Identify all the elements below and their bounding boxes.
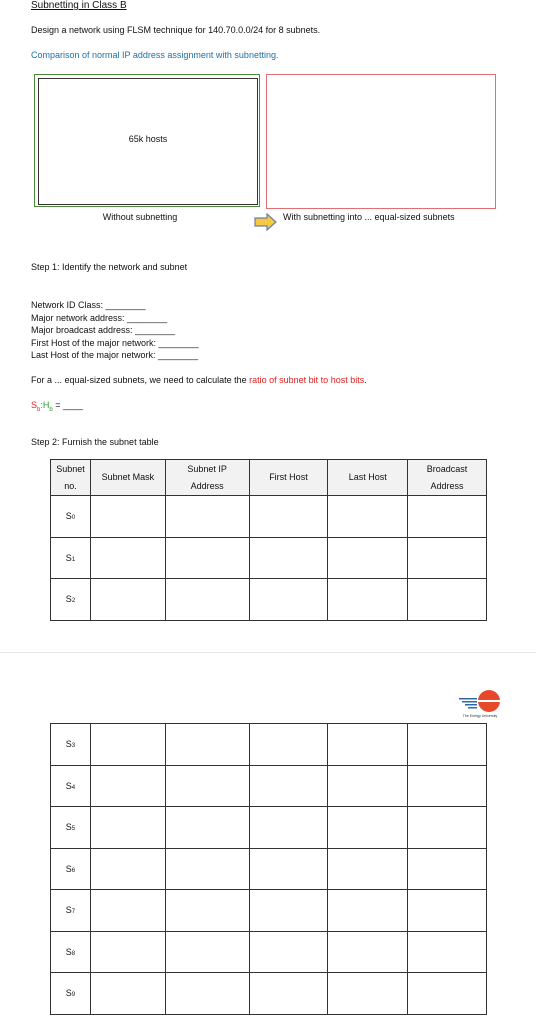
table-cell[interactable] xyxy=(328,931,408,973)
table-cell[interactable] xyxy=(408,724,487,766)
ratio-suffix: . xyxy=(364,375,367,385)
subnet-label-cell xyxy=(51,807,91,849)
table-cell[interactable] xyxy=(408,579,487,621)
comparison-heading: Comparison of normal IP address assignment with subnetting. xyxy=(31,50,279,60)
hosts-label: 65k hosts xyxy=(128,134,168,144)
network-box-with-subnetting xyxy=(266,74,496,209)
table-row xyxy=(51,579,487,621)
table-cell[interactable] xyxy=(165,537,249,579)
table-cell[interactable] xyxy=(328,537,408,579)
table-cell[interactable] xyxy=(408,807,487,849)
field-first-host: First Host of the major network: ________ xyxy=(31,337,199,348)
table-cell[interactable] xyxy=(328,724,408,766)
table-cell[interactable] xyxy=(408,848,487,890)
table-cell[interactable] xyxy=(249,890,328,932)
table-cell[interactable] xyxy=(408,765,487,807)
table-cell[interactable] xyxy=(249,807,328,849)
sb-label: $S_b$ xyxy=(31,400,41,413)
subnet-label: S7 xyxy=(65,905,76,916)
table-cell[interactable] xyxy=(165,890,249,932)
table-cell[interactable] xyxy=(90,931,165,973)
table-row xyxy=(51,724,487,766)
table-cell[interactable] xyxy=(408,537,487,579)
ratio-instruction xyxy=(31,375,367,385)
table-cell[interactable] xyxy=(328,579,408,621)
table-cell[interactable] xyxy=(90,890,165,932)
table-cell[interactable] xyxy=(328,848,408,890)
subnet-label: S8 xyxy=(65,946,76,957)
table-row xyxy=(51,807,487,849)
table-cell[interactable] xyxy=(90,765,165,807)
table-cell[interactable] xyxy=(165,848,249,890)
table-row xyxy=(51,931,487,973)
table-cell[interactable] xyxy=(165,931,249,973)
table-cell[interactable] xyxy=(90,724,165,766)
subnet-label-cell xyxy=(51,496,91,538)
table-cell[interactable] xyxy=(165,724,249,766)
page-title: Subnetting in Class B xyxy=(31,0,127,11)
field-major-broadcast-address: Major broadcast address: ________ xyxy=(31,325,176,335)
col-first-host: First Host xyxy=(249,460,328,496)
ratio-prefix: For a ... equal-sized subnets, we need to calculate the xyxy=(31,375,250,385)
field-network-class: Network ID Class: ________ xyxy=(31,300,146,310)
table-cell[interactable] xyxy=(249,765,328,807)
table-cell[interactable] xyxy=(328,496,408,538)
subnet-label: S2 xyxy=(65,594,76,605)
table-cell[interactable] xyxy=(165,807,249,849)
table-row xyxy=(51,973,487,1015)
col-broadcast: Broadcast Address xyxy=(408,460,487,496)
table-cell[interactable] xyxy=(249,537,328,579)
table-cell[interactable] xyxy=(90,537,165,579)
step1-fields xyxy=(31,299,199,362)
right-arrow-icon xyxy=(254,213,278,231)
col-subnet-ip: Subnet IP Address xyxy=(165,460,249,496)
subnet-label: S3 xyxy=(65,739,76,750)
table-cell[interactable] xyxy=(90,579,165,621)
col-subnet-no: Subnet no. xyxy=(51,460,91,496)
table-cell[interactable] xyxy=(90,973,165,1015)
col-subnet-mask: Subnet Mask xyxy=(90,460,165,496)
subnet-label-cell xyxy=(51,848,91,890)
table-cell[interactable] xyxy=(165,765,249,807)
table-cell[interactable] xyxy=(90,848,165,890)
subnet-label: S5 xyxy=(65,822,76,833)
logo-text: The Energy University xyxy=(462,714,498,718)
subnet-label-cell xyxy=(51,890,91,932)
subnet-label-cell xyxy=(51,579,91,621)
table-header xyxy=(51,460,487,496)
table-row xyxy=(51,890,487,932)
table-row xyxy=(51,848,487,890)
table-cell[interactable] xyxy=(249,973,328,1015)
subnet-label: S4 xyxy=(65,780,76,791)
table-cell[interactable] xyxy=(408,973,487,1015)
subnet-label-cell xyxy=(51,537,91,579)
table-cell[interactable] xyxy=(408,890,487,932)
field-major-network-address: Major network address: ________ xyxy=(31,312,168,323)
subnet-table-page2 xyxy=(50,723,487,1015)
hb-label: $:H_b$ xyxy=(40,400,53,413)
step2-heading: Step 2: Furnish the subnet table xyxy=(31,437,159,447)
subnet-label-cell xyxy=(51,765,91,807)
table-cell[interactable] xyxy=(165,579,249,621)
subnet-label-cell xyxy=(51,973,91,1015)
table-cell[interactable] xyxy=(90,496,165,538)
col-last-host: Last Host xyxy=(328,460,408,496)
subnet-label-cell xyxy=(51,724,91,766)
subnet-label: S0 xyxy=(65,511,76,522)
table-cell[interactable] xyxy=(328,973,408,1015)
table-cell[interactable] xyxy=(328,890,408,932)
table-cell[interactable] xyxy=(249,931,328,973)
table-row xyxy=(51,765,487,807)
table-cell[interactable] xyxy=(165,496,249,538)
table-row xyxy=(51,537,487,579)
subnet-label: S1 xyxy=(65,552,76,563)
caption-without-subnetting: Without subnetting xyxy=(102,212,178,222)
page-divider xyxy=(0,652,536,653)
table-cell[interactable] xyxy=(408,496,487,538)
ratio-highlight: ratio of subnet bit to host bits xyxy=(249,375,365,385)
table-cell[interactable] xyxy=(328,807,408,849)
table-cell[interactable] xyxy=(90,807,165,849)
subnet-host-ratio xyxy=(31,400,83,413)
ratio-blank: = ____ xyxy=(52,400,83,410)
subnet-label-cell xyxy=(51,931,91,973)
table-cell[interactable] xyxy=(249,848,328,890)
step1-heading: Step 1: Identify the network and subnet xyxy=(31,262,188,272)
table-cell[interactable] xyxy=(249,724,328,766)
table-cell[interactable] xyxy=(249,579,328,621)
caption-with-subnetting: With subnetting into ... equal-sized subnets xyxy=(283,212,455,222)
table-cell[interactable] xyxy=(249,496,328,538)
task-statement: Design a network using FLSM technique for 140.70.0.0/24 for 8 subnets. xyxy=(31,25,321,35)
subnet-label: S9 xyxy=(65,988,76,999)
field-last-host: Last Host of the major network: ________ xyxy=(31,350,199,360)
subnet-table-page1 xyxy=(50,459,487,621)
table-cell[interactable] xyxy=(165,973,249,1015)
table-row xyxy=(51,496,487,538)
table-cell[interactable] xyxy=(408,931,487,973)
subnet-label: S6 xyxy=(65,863,76,874)
table-cell[interactable] xyxy=(328,765,408,807)
